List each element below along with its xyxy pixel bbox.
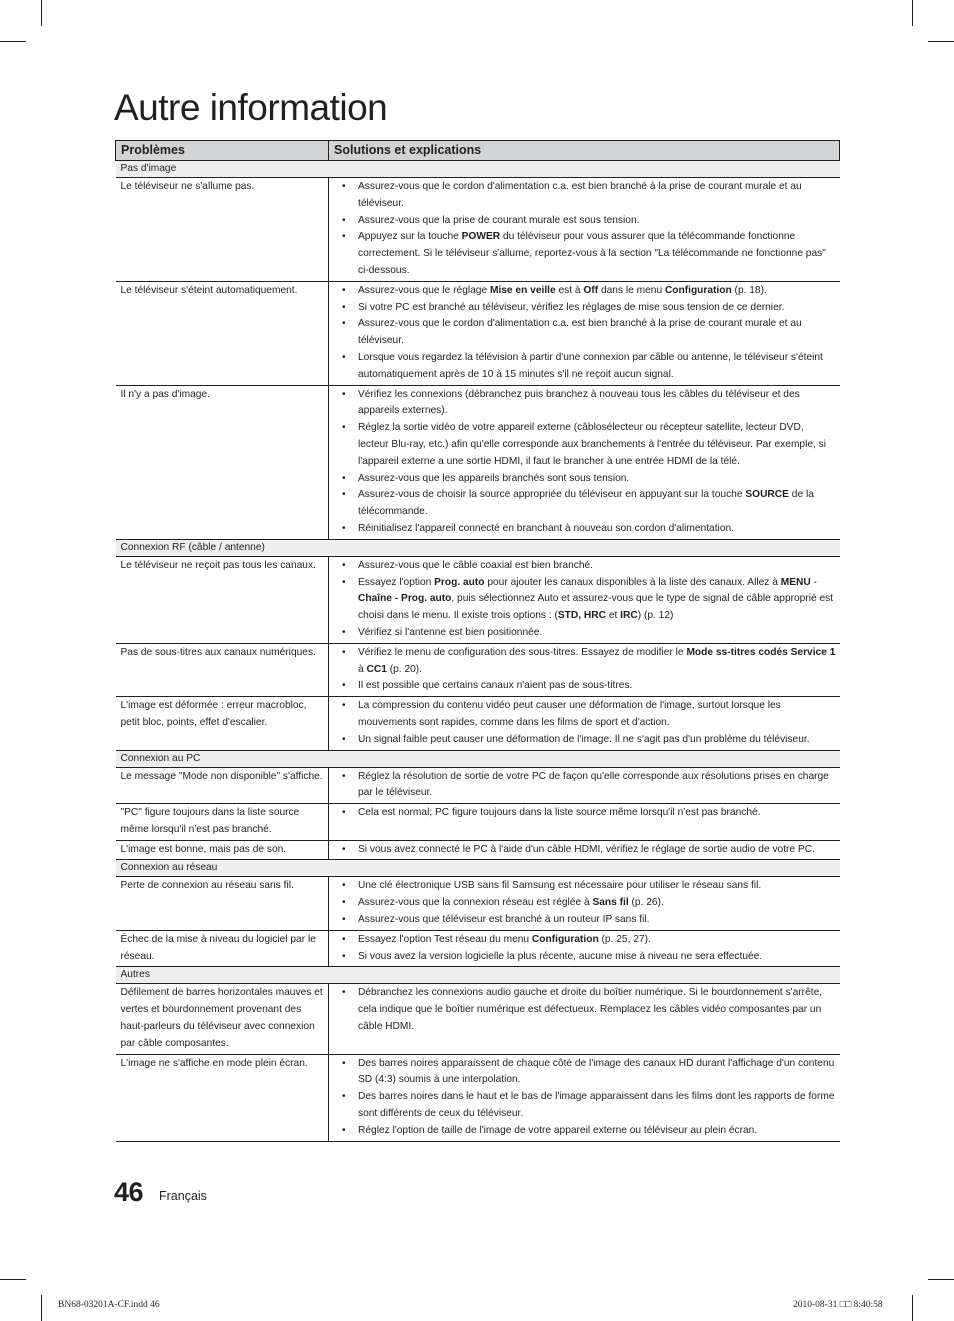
solution-text: Réglez la résolution de sortie de votre PC de façon qu'elle corresponde aux résolutions prises en charge par le téléviseur. [358,770,829,799]
category-row [116,967,840,984]
solution-text: Si vous avez connecté le PC à l'aide d'un câble HDMI, vérifiez le réglage de sortie audio de votre PC. [358,843,815,855]
solutions-list [334,698,836,748]
solution-text: Appuyez sur la touche POWER du téléviseur pour vous assurer que la télécommande fonctionne correctement. Si le téléviseur s'allume, reportez-vous à la section "La télécommande ne fonctionne pas" ci-dessous. [358,231,826,276]
solution-item [334,912,836,929]
solutions-cell [329,697,840,750]
solution-item [334,1123,836,1140]
bullet-icon: • [342,880,346,892]
solution-item [334,645,836,679]
solutions-cell [329,767,840,804]
solutions-cell [329,930,840,967]
solution-item [334,678,836,695]
bullet-icon: • [342,559,346,571]
problem-cell: Le téléviseur s'éteint automatiquement. [116,281,329,385]
bullet-icon: • [342,1057,346,1069]
solution-text: Vérifiez si l'antenne est bien positionnée. [358,626,543,638]
bullet-icon: • [342,897,346,909]
problem-cell: L'image est déformée : erreur macrobloc, petit bloc, points, effet d'escalier. [116,697,329,750]
solutions-list [334,1056,836,1140]
category-row [116,860,840,877]
solution-item [334,420,836,470]
bullet-icon: • [342,1124,346,1136]
problem-cell: L'image est bonne, mais pas de son. [116,840,329,860]
bullet-icon: • [342,770,346,782]
problem-cell: Pas de sous-titres aux canaux numériques. [116,643,329,696]
solution-item [334,932,836,949]
crop-mark-bottom-left-h [0,1279,26,1280]
bullet-icon: • [342,680,346,692]
solution-item [334,805,836,822]
table-row [116,767,840,804]
crop-mark-bottom-right-v [912,1295,913,1321]
problem-cell: Le téléviseur ne s'allume pas. [116,178,329,282]
solutions-cell [329,178,840,282]
problem-cell: Il n'y a pas d'image. [116,385,329,539]
bullet-icon: • [342,181,346,192]
crop-mark-top-right-v [912,0,913,26]
solution-text: Assurez-vous de choisir la source appropriée du téléviseur en appuyant sur la touche SOURCE de la télécommande. [358,489,814,518]
solution-text: La compression du contenu vidéo peut causer une déformation de l'image, surtout lorsque les mouvements sont rapides, comme dans les films de sport et d'action. [358,700,781,728]
solution-text: Lorsque vous regardez la télévision à partir d'une connexion par câble ou antenne, le téléviseur s'éteint automatiquement après de 10 à 15 minutes s'il ne reçoit aucun signal. [358,351,823,380]
solution-text: Assurez-vous que le cordon d'alimentation c.a. est bien branché à la prise de courant murale et au téléviseur. [358,181,802,209]
bullet-icon: • [342,318,346,330]
crop-mark-top-right-h [928,41,954,42]
solutions-list [334,985,836,1035]
bullet-icon: • [342,231,346,243]
table-row [116,643,840,696]
solutions-list [334,932,836,966]
page-language: Français [159,1189,207,1203]
solution-text: Assurez-vous que le réglage Mise en veille est à Off dans le menu Configuration (p. 18). [358,284,767,296]
solution-text: Essayez l'option Prog. auto pour ajouter les canaux disponibles à la liste des canaux. Allez à MENU - Chaîne - Prog. auto, puis sélectionnez Auto et assurez-vous que le type de signal de câble approprié est choisi dans le menu. Il existe trois options : (STD, HRC et IRC) (p. 12) [358,576,834,622]
solution-item [334,842,836,859]
solution-item [334,895,836,912]
solution-item [334,698,836,732]
solution-text: Assurez-vous que téléviseur est branché à un routeur IP sans fil. [358,914,650,926]
table-row [116,840,840,860]
page-title: Autre information [114,87,388,128]
bullet-icon: • [342,914,346,926]
solution-text: Si votre PC est branché au téléviseur, vérifiez les réglages de mise sous tension de ce dernier. [358,301,785,313]
solution-text: Réinitialisez l'appareil connecté en branchant à nouveau son cordon d'alimentation. [358,522,734,534]
category-row [116,539,840,556]
bullet-icon: • [342,576,346,588]
column-header-problems: Problèmes [116,141,329,161]
solution-text: Des barres noires dans le haut et le bas de l'image apparaissent dans les films dont les rapports de forme sont différents de ceux du téléviseur. [358,1091,835,1120]
table-row [116,385,840,539]
problem-cell: "PC" figure toujours dans la liste source même lorsqu'il n'est pas branché. [116,804,329,841]
solution-item [334,558,836,575]
solutions-cell [329,643,840,696]
solution-item [334,575,836,625]
solution-text: Assurez-vous que la prise de courant murale est sous tension. [358,214,640,226]
solution-item [334,213,836,230]
bullet-icon: • [342,388,346,400]
category-label: Connexion RF (câble / antenne) [116,539,840,556]
bullet-icon: • [342,422,346,434]
solution-item [334,1056,836,1090]
bullet-icon: • [342,284,346,296]
solutions-list [334,558,836,642]
footer-timestamp: 2010-08-31 □□ 8:40:58 [793,1300,883,1310]
table-row [116,930,840,967]
solution-item [334,985,836,1035]
category-label: Connexion au réseau [116,860,840,877]
solutions-list [334,842,836,859]
solution-text: Assurez-vous que les appareils branchés sont sous tension. [358,472,630,484]
crop-mark-bottom-right-h [928,1279,954,1280]
table-row [116,556,840,643]
table-row [116,281,840,385]
bullet-icon: • [342,843,346,855]
solution-text: Une clé électronique USB sans fil Samsung est nécessaire pour utiliser le réseau sans fil. [358,880,762,892]
problem-cell: Perte de connexion au réseau sans fil. [116,877,329,930]
solutions-cell [329,804,840,841]
category-label: Pas d'image [116,161,840,178]
solution-item [334,878,836,895]
solution-text: Assurez-vous que la connexion réseau est réglée à Sans fil (p. 26). [358,897,664,909]
solution-text: Il est possible que certains canaux n'aient pas de sous-titres. [358,680,633,692]
solution-item [334,350,836,384]
category-row [116,161,840,178]
solutions-cell [329,840,840,860]
solution-item [334,300,836,317]
solution-text: Réglez la sortie vidéo de votre appareil externe (câblosélecteur ou récepteur satellite, lecteur DVD, lecteur Blu-ray, etc.) afin qu'elle corresponde aux branchements à l'entrée du téléviseur. Par exemple, si l'appareil externe a une sortie HDMI, il faut le brancher à une entrée HDMI de la télé. [358,422,827,467]
table-row [116,1054,840,1141]
solutions-list [334,179,836,280]
solutions-list [334,805,836,822]
solution-item [334,769,836,803]
solution-text: Vérifiez les connexions (débranchez puis branchez à nouveau tous les câbles du téléviseur et des appareils externes). [358,388,800,417]
solution-item [334,316,836,350]
bullet-icon: • [342,987,346,999]
solution-item [334,387,836,421]
category-label: Connexion au PC [116,750,840,767]
solution-text: Assurez-vous que le câble coaxial est bien branché. [358,559,594,571]
solution-text: Un signal faible peut causer une déformation de l'image. Il ne s'agit pas d'un problème du téléviseur. [358,733,810,745]
bullet-icon: • [342,626,346,638]
solutions-list [334,387,836,538]
table-row [116,984,840,1054]
solutions-cell [329,1054,840,1141]
solution-text: Cela est normal; PC figure toujours dans la liste source même lorsqu'il n'est pas branché. [358,807,761,819]
solution-item [334,625,836,642]
table-header-row [116,141,840,161]
solution-item [334,949,836,966]
table-row [116,877,840,930]
crop-mark-bottom-left-v [41,1295,42,1321]
solution-text: Vérifiez le menu de configuration des sous-titres. Essayez de modifier le Mode ss-titres codés Service 1 à CC1 (p. 20). [358,646,836,675]
troubleshooting-table [115,140,840,1142]
problem-cell: Échec de la mise à niveau du logiciel par le réseau. [116,930,329,967]
page-number: 46 [114,1177,144,1207]
solution-text: Réglez l'option de taille de l'image de votre appareil externe ou téléviseur au plein écran. [358,1124,758,1136]
solution-text: Essayez l'option Test réseau du menu Configuration (p. 25, 27). [358,933,651,945]
solution-item [334,732,836,749]
problem-cell: Le téléviseur ne reçoit pas tous les canaux. [116,556,329,643]
bullet-icon: • [342,950,346,962]
bullet-icon: • [342,646,346,658]
category-row [116,750,840,767]
bullet-icon: • [342,807,346,819]
solution-item [334,521,836,538]
problem-cell: Défilement de barres horizontales mauves et vertes et bourdonnement provenant des haut-parleurs du téléviseur avec connexion par câble composantes. [116,984,329,1054]
bullet-icon: • [342,522,346,534]
solutions-cell [329,281,840,385]
bullet-icon: • [342,489,346,501]
solution-text: Si vous avez la version logicielle la plus récente, aucune mise à niveau ne sera effectuée. [358,950,763,962]
bullet-icon: • [342,472,346,484]
crop-mark-top-left-v [41,0,42,26]
bullet-icon: • [342,351,346,363]
problem-cell: Le message "Mode non disponible" s'affiche. [116,767,329,804]
solutions-cell [329,984,840,1054]
crop-mark-top-left-h [0,41,26,42]
table-row [116,178,840,282]
solutions-list [334,769,836,803]
solutions-cell [329,556,840,643]
solution-item [334,283,836,300]
solutions-list [334,878,836,928]
footer-file-info: BN68-03201A-CF.indd 46 [58,1300,160,1310]
solution-item [334,229,836,279]
solution-item [334,1089,836,1123]
solution-text: Des barres noires apparaissent de chaque côté de l'image des canaux HD durant l'affichage d'un contenu SD (4:3) soumis à une interpolation. [358,1057,835,1086]
solution-item [334,179,836,213]
solutions-cell [329,877,840,930]
table-row [116,804,840,841]
solutions-list [334,283,836,384]
problem-cell: L'image ne s'affiche en mode plein écran. [116,1054,329,1141]
bullet-icon: • [342,214,346,226]
solution-item [334,471,836,488]
bullet-icon: • [342,1091,346,1103]
solutions-cell [329,385,840,539]
bullet-icon: • [342,700,346,712]
table-body [116,161,840,1142]
solution-text: Assurez-vous que le cordon d'alimentation c.a. est bien branché à la prise de courant murale et au téléviseur. [358,318,802,347]
column-header-solutions: Solutions et explications [329,141,840,161]
category-label: Autres [116,967,840,984]
solutions-list [334,645,836,695]
bullet-icon: • [342,301,346,313]
table-row [116,697,840,750]
solution-text: Débranchez les connexions audio gauche et droite du boîtier numérique. Si le bourdonnement s'arrête, cela indique que le boîtier numérique est défectueux. Remplacez les câbles vidéo composantes par un câble HDMI. [358,987,823,1033]
solution-item [334,487,836,521]
bullet-icon: • [342,733,346,745]
bullet-icon: • [342,933,346,945]
